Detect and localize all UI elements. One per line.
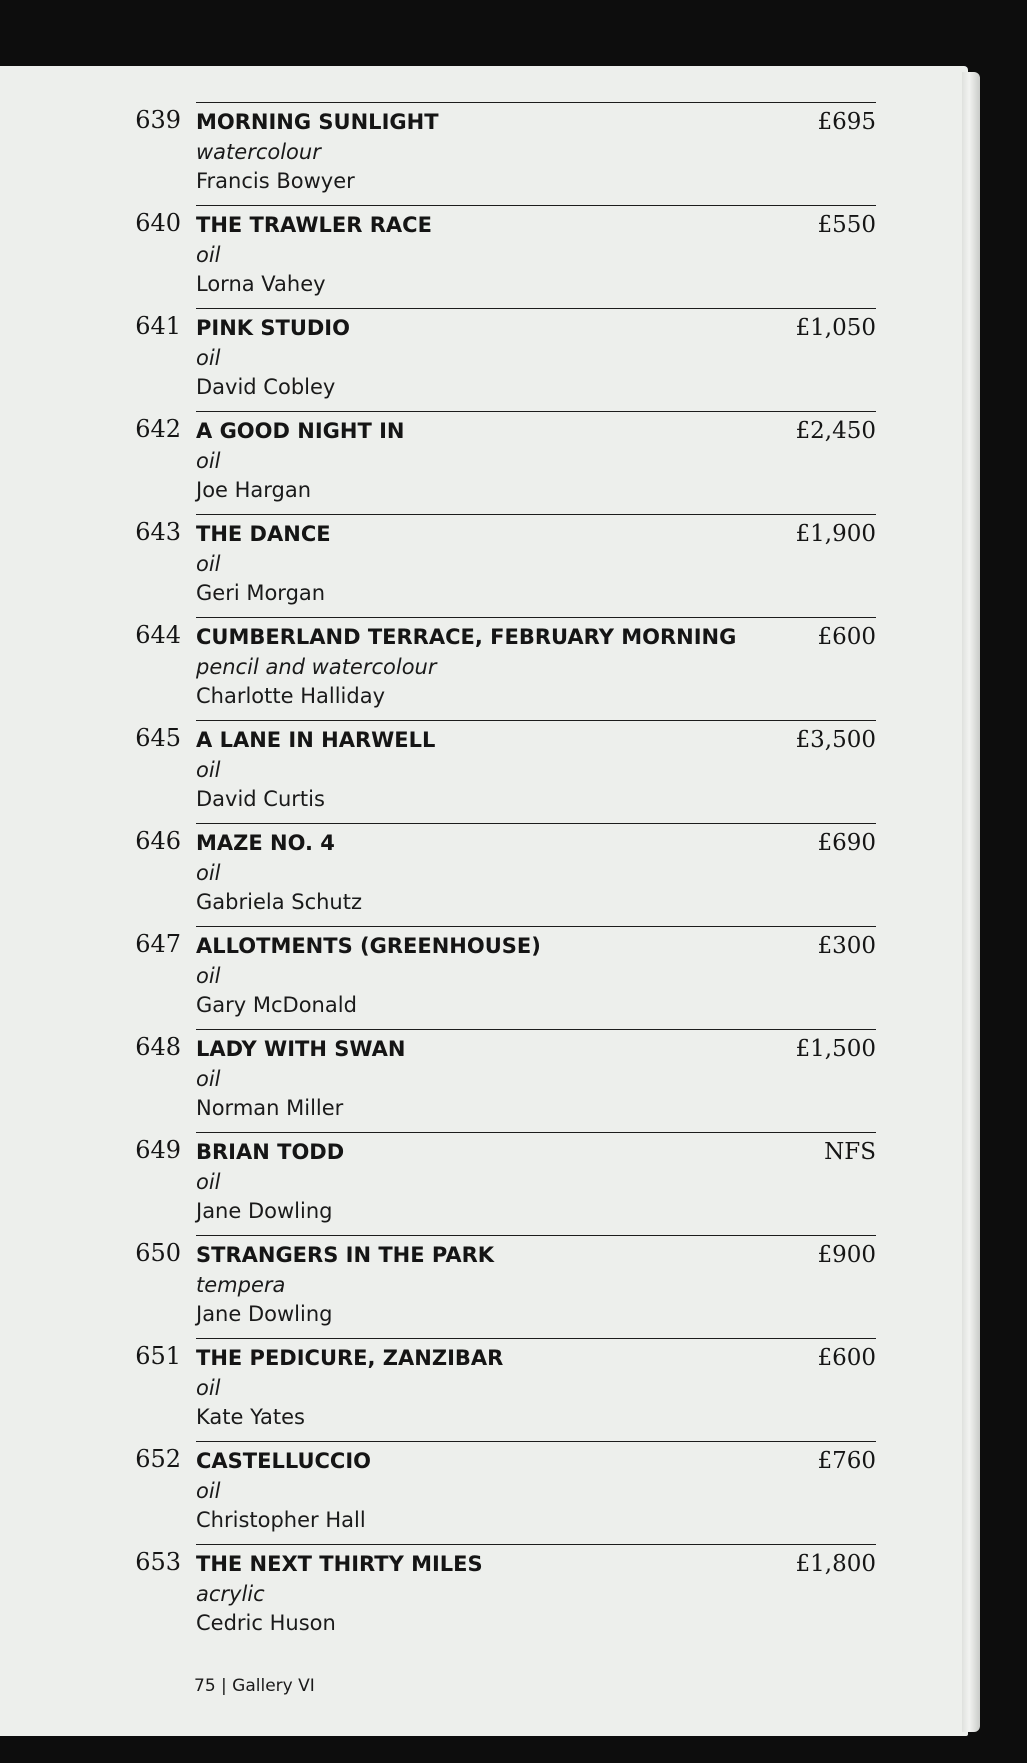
entry-medium: oil — [196, 1170, 221, 1194]
entry-title: MAZE NO. 4 — [196, 831, 335, 855]
divider — [196, 514, 876, 515]
entry-artist: Norman Miller — [196, 1096, 344, 1120]
entry-number: 651 — [135, 1342, 181, 1370]
entry-artist: Kate Yates — [196, 1405, 305, 1429]
entry-number: 646 — [135, 827, 181, 855]
entry-artist: Gabriela Schutz — [196, 890, 362, 914]
entry-artist: Francis Bowyer — [196, 169, 355, 193]
entry-price: £3,500 — [795, 727, 876, 753]
entry-price: £690 — [817, 830, 876, 856]
entry-title: A GOOD NIGHT IN — [196, 419, 405, 443]
entry-medium: watercolour — [196, 140, 321, 164]
catalogue-entry — [0, 1029, 968, 1132]
divider — [196, 102, 876, 103]
catalogue-entry — [0, 205, 968, 308]
entry-price: £695 — [817, 109, 876, 135]
entry-medium: oil — [196, 449, 221, 473]
catalogue-entry — [0, 617, 968, 720]
divider — [196, 1441, 876, 1442]
catalogue-entry — [0, 514, 968, 617]
entry-artist: Christopher Hall — [196, 1508, 366, 1532]
entry-title: BRIAN TODD — [196, 1140, 345, 1164]
entry-medium: oil — [196, 552, 221, 576]
divider — [196, 308, 876, 309]
entry-title: THE DANCE — [196, 522, 331, 546]
entry-medium: oil — [196, 861, 221, 885]
catalogue-entry — [0, 102, 968, 205]
entry-artist: Jane Dowling — [196, 1199, 333, 1223]
entry-price: £550 — [817, 212, 876, 238]
catalogue-entry — [0, 1235, 968, 1338]
entry-price: £600 — [817, 624, 876, 650]
divider — [196, 1338, 876, 1339]
catalogue-entry — [0, 1441, 968, 1544]
entry-title: MORNING SUNLIGHT — [196, 110, 439, 134]
entry-title: CUMBERLAND TERRACE, FEBRUARY MORNING — [196, 625, 737, 649]
entry-number: 648 — [135, 1033, 181, 1061]
entry-price: £300 — [817, 933, 876, 959]
entry-title: ALLOTMENTS (GREENHOUSE) — [196, 934, 541, 958]
entry-price: £1,900 — [795, 521, 876, 547]
catalogue-entry — [0, 1132, 968, 1235]
entry-price: £1,800 — [795, 1551, 876, 1577]
entry-number: 653 — [135, 1548, 181, 1576]
entry-title: THE TRAWLER RACE — [196, 213, 432, 237]
divider — [196, 720, 876, 721]
entry-medium: pencil and watercolour — [196, 655, 437, 679]
entry-number: 649 — [135, 1136, 181, 1164]
divider — [196, 617, 876, 618]
divider — [196, 205, 876, 206]
catalogue-entry — [0, 1338, 968, 1441]
divider — [196, 411, 876, 412]
catalogue-entry — [0, 308, 968, 411]
entry-artist: Geri Morgan — [196, 581, 326, 605]
entry-title: A LANE IN HARWELL — [196, 728, 436, 752]
divider — [196, 1235, 876, 1236]
entry-price: £2,450 — [795, 418, 876, 444]
entry-number: 642 — [135, 415, 181, 443]
entry-number: 650 — [135, 1239, 181, 1267]
entry-artist: Charlotte Halliday — [196, 684, 386, 708]
entry-number: 639 — [135, 106, 181, 134]
catalogue-entry — [0, 720, 968, 823]
entry-title: THE NEXT THIRTY MILES — [196, 1552, 483, 1576]
entry-price: £760 — [817, 1448, 876, 1474]
entry-medium: acrylic — [196, 1582, 265, 1606]
entry-medium: oil — [196, 1479, 221, 1503]
entry-price: £1,500 — [795, 1036, 876, 1062]
entry-number: 640 — [135, 209, 181, 237]
page-footer: 75 | Gallery VI — [194, 1676, 315, 1696]
catalogue-entry — [0, 823, 968, 926]
entry-medium: oil — [196, 758, 221, 782]
entry-artist: Jane Dowling — [196, 1302, 333, 1326]
entry-artist: Cedric Huson — [196, 1611, 336, 1635]
entry-artist: David Cobley — [196, 375, 336, 399]
entry-artist: Joe Hargan — [196, 478, 312, 502]
divider — [196, 1132, 876, 1133]
entry-price: NFS — [824, 1139, 876, 1165]
catalogue-entry — [0, 1544, 968, 1647]
divider — [196, 926, 876, 927]
entry-number: 643 — [135, 518, 181, 546]
entry-title: CASTELLUCCIO — [196, 1449, 372, 1473]
entry-number: 641 — [135, 312, 181, 340]
entry-title: THE PEDICURE, ZANZIBAR — [196, 1346, 504, 1370]
entry-number: 647 — [135, 930, 181, 958]
entry-price: £1,050 — [795, 315, 876, 341]
entry-medium: oil — [196, 964, 221, 988]
divider — [196, 1544, 876, 1545]
entry-medium: oil — [196, 243, 221, 267]
entry-artist: Gary McDonald — [196, 993, 357, 1017]
entry-price: £600 — [817, 1345, 876, 1371]
entry-medium: oil — [196, 346, 221, 370]
catalogue-entry — [0, 926, 968, 1029]
entry-medium: oil — [196, 1376, 221, 1400]
entry-title: STRANGERS IN THE PARK — [196, 1243, 495, 1267]
entry-title: LADY WITH SWAN — [196, 1037, 406, 1061]
entry-number: 645 — [135, 724, 181, 752]
entry-artist: Lorna Vahey — [196, 272, 326, 296]
divider — [196, 823, 876, 824]
divider — [196, 1029, 876, 1030]
entry-artist: David Curtis — [196, 787, 325, 811]
catalogue-entry — [0, 411, 968, 514]
entry-number: 644 — [135, 621, 181, 649]
entry-medium: oil — [196, 1067, 221, 1091]
entry-title: PINK STUDIO — [196, 316, 350, 340]
entry-price: £900 — [817, 1242, 876, 1268]
entry-number: 652 — [135, 1445, 181, 1473]
entry-medium: tempera — [196, 1273, 286, 1297]
